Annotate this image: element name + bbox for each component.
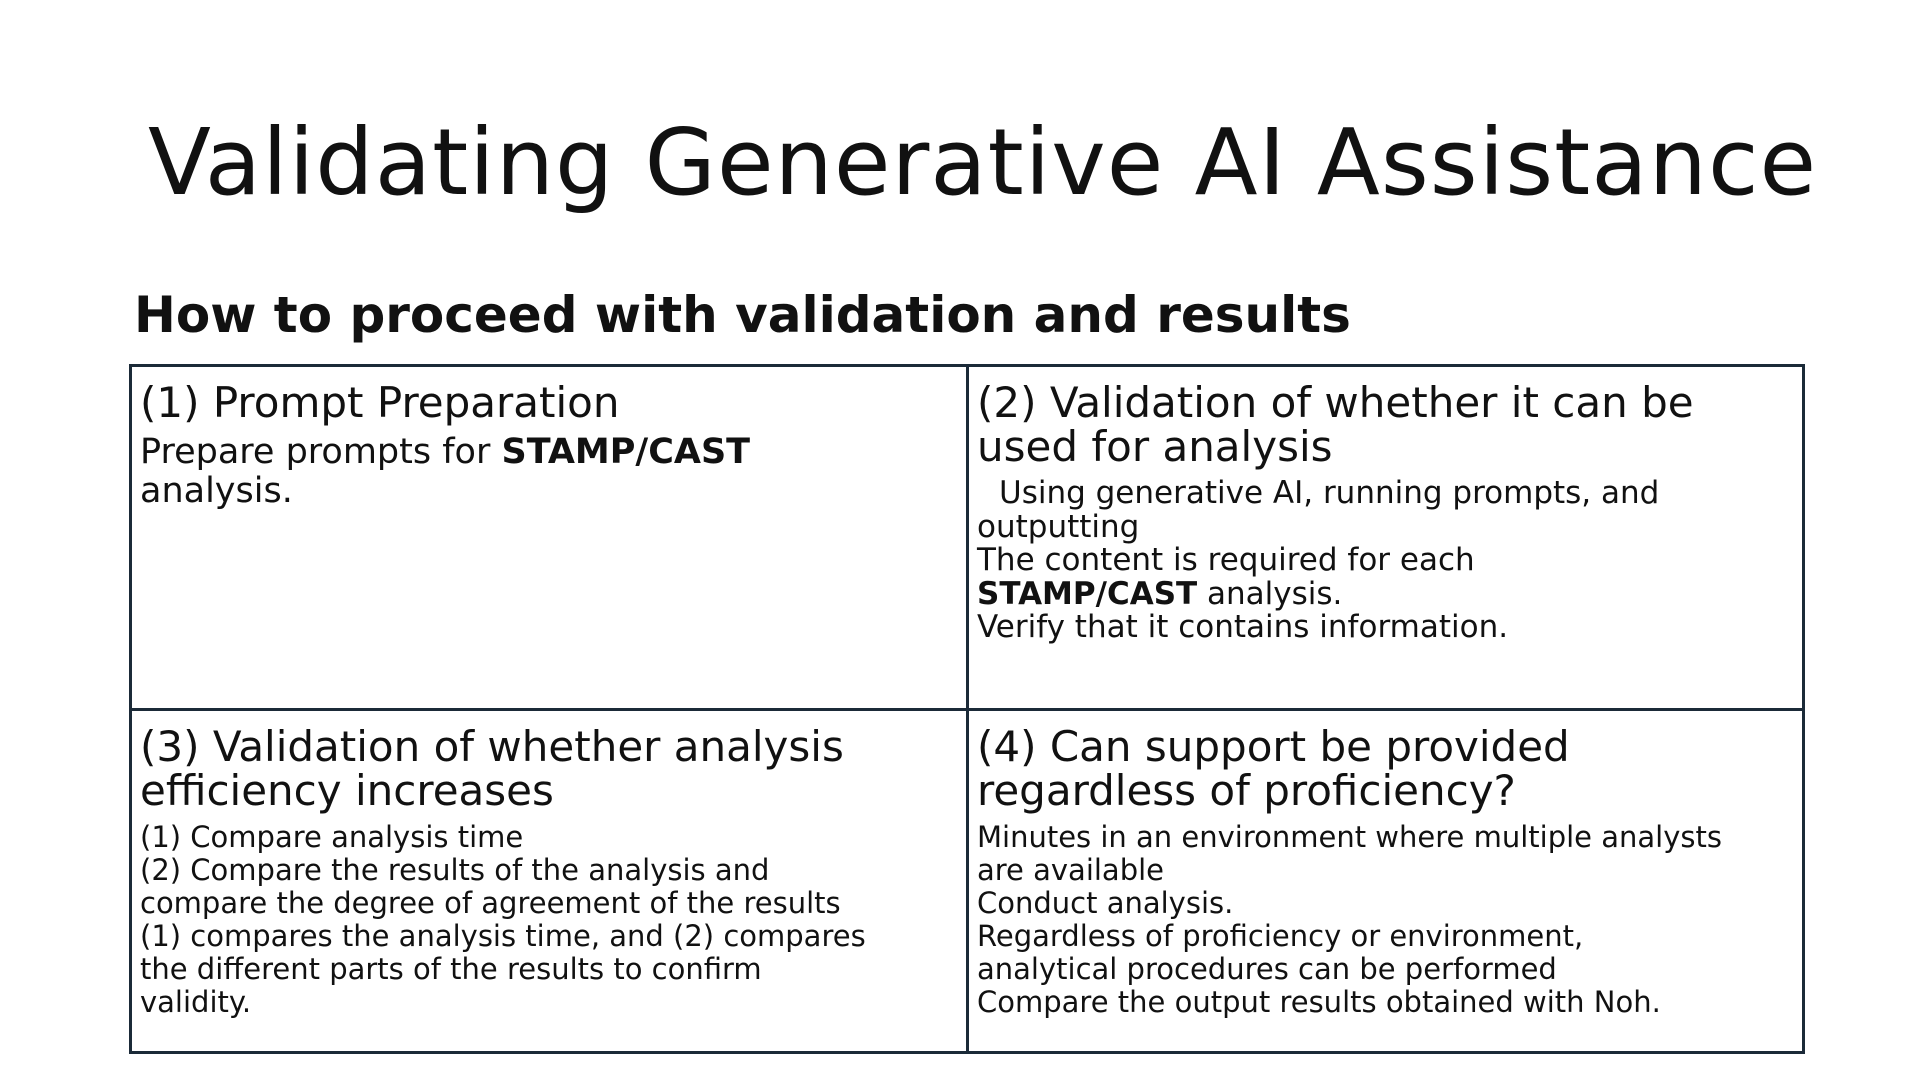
body-line: the different parts of the results to confirm xyxy=(140,952,762,987)
body-text: analysis. xyxy=(140,470,293,511)
body-line: Minutes in an environment where multiple analysts xyxy=(977,820,1722,855)
body-text: analysis. xyxy=(1197,575,1343,612)
body-line: Conduct analysis. xyxy=(977,886,1234,921)
body-line: analytical procedures can be performed xyxy=(977,952,1557,987)
body-line: (1) compares the analysis time, and (2) compares xyxy=(140,919,866,954)
body-line: (2) Compare the results of the analysis and xyxy=(140,853,770,888)
body-line: are available xyxy=(977,853,1165,888)
body-bold-text: STAMP/CAST xyxy=(977,575,1198,612)
cell-heading: (3) Validation of whether analysis efficiency increases xyxy=(140,722,844,816)
body-line: The content is required for each xyxy=(977,542,1475,579)
cell-body xyxy=(140,433,958,510)
body-bold-text: STAMP/CAST xyxy=(501,432,751,473)
body-text: Prepare prompts for xyxy=(140,432,502,473)
cell-heading: (4) Can support be provided regardless of proficiency? xyxy=(977,722,1570,816)
cell-body xyxy=(977,477,1794,644)
body-line xyxy=(977,575,1794,612)
body-line: Verify that it contains information. xyxy=(977,609,1509,646)
body-line: validity. xyxy=(140,985,252,1020)
body-line: (1) Compare analysis time xyxy=(140,820,524,855)
cell-prompt-preparation xyxy=(132,367,969,711)
cell-body xyxy=(140,821,958,1019)
cell-body xyxy=(977,821,1794,1019)
body-line: Compare the output results obtained with Noh. xyxy=(977,985,1661,1020)
body-line: Regardless of proficiency or environment, xyxy=(977,919,1584,954)
cell-validation-analysis-use xyxy=(969,367,1802,711)
cell-heading: (1) Prompt Preparation xyxy=(140,378,620,427)
validation-grid xyxy=(129,364,1805,1054)
cell-heading: (2) Validation of whether it can be used for analysis xyxy=(977,378,1694,472)
body-line: compare the degree of agreement of the results xyxy=(140,886,841,921)
slide-title: Validating Generative AI Assistance xyxy=(148,109,1818,216)
cell-proficiency-support xyxy=(969,711,1802,1051)
body-line: outputting xyxy=(977,508,1140,545)
slide-subtitle: How to proceed with validation and results xyxy=(134,286,1351,344)
body-line: Using generative AI, running prompts, and xyxy=(999,475,1660,512)
cell-validation-efficiency xyxy=(132,711,969,1051)
